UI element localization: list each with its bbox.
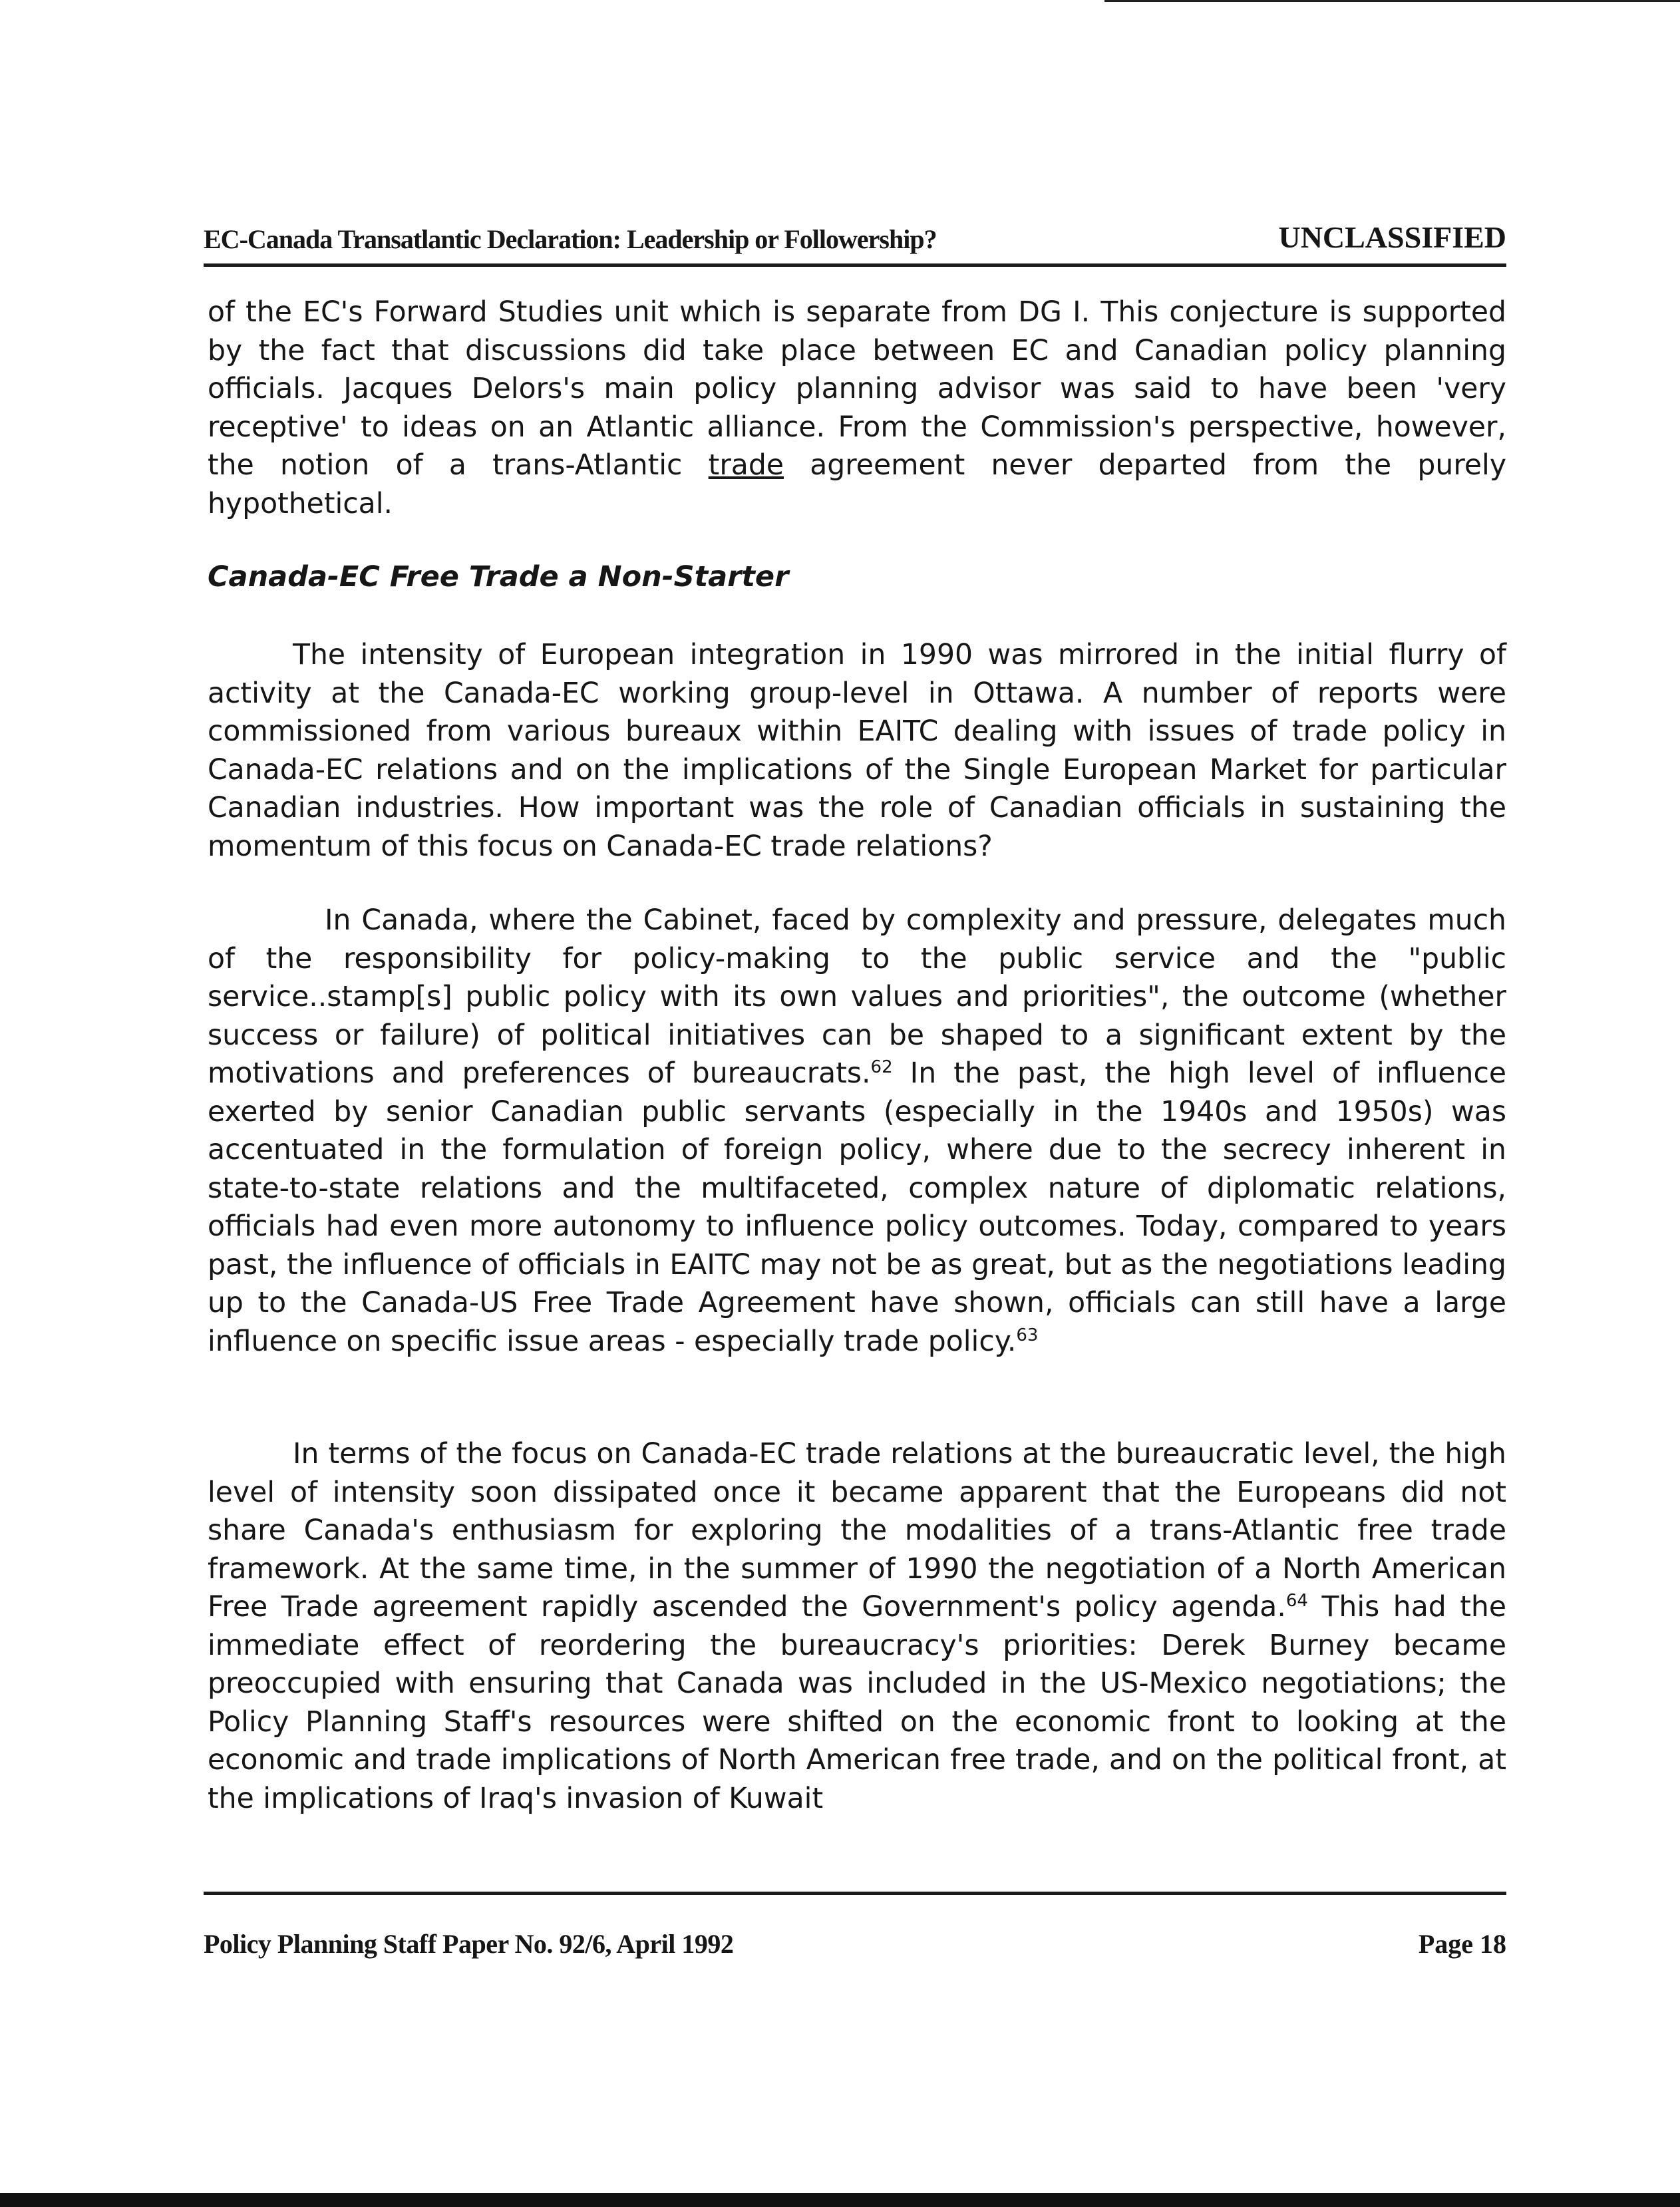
paragraph-3-text: In Canada, where the Cabinet, faced by complexity and pressure, delegates much of the responsibility for policy-making to the public service and the "public service..stamp[s] public policy with its own values and priorities", the outcome (whether success or failure) of political initiatives can be shaped to a significant extent by the motivations and preferences of bureaucrats. — [208, 904, 1506, 1090]
page-number: Page 18 — [1418, 1929, 1506, 1959]
paragraph-1-text-end: agreement never departed from the purely hypothetical. — [208, 449, 1506, 520]
page-header — [204, 220, 1506, 267]
section-heading: Canada-EC Free Trade a Non-Starter — [208, 560, 789, 594]
classification-label: UNCLASSIFIED — [1278, 220, 1506, 254]
scan-bottom-edge — [0, 2193, 1680, 2207]
footnote-ref-62: 62 — [870, 1057, 893, 1077]
paragraph-2: The intensity of European integration in 1990 was mirrored in the initial flurry of activity at the Canada-EC working group-level in Ottawa. A number of reports were commissioned from various bureaux within EAITC dealing with issues of trade policy in Canada-EC relations and on the implications of the Single European Market for particular Canadian industries. How important was the role of Canadian officials in sustaining the momentum of this focus on Canada-EC trade relations? — [208, 639, 1506, 863]
emphasis-trade: trade — [708, 449, 784, 482]
paragraph-1-text: of the EC's Forward Studies unit which is separate from DG I. This conjecture is supported by the fact that discussions did take place between EC and Canadian policy planning officials. Jacques Delors's main policy planning advisor was said to have been 'very receptive' to ideas on an Atlantic alliance. From the Commission's perspective, however, the notion of a trans-Atlantic — [208, 296, 1506, 482]
header-title: EC-Canada Transatlantic Declaration: Leadership or Followership? — [204, 224, 937, 254]
footnote-ref-64: 64 — [1285, 1590, 1308, 1611]
scan-top-edge — [1104, 0, 1680, 2]
footer-paper-reference: Policy Planning Staff Paper No. 92/6, April 1992 — [204, 1929, 734, 1959]
paragraph-3 — [208, 902, 1506, 1361]
paragraph-4 — [208, 1435, 1506, 1818]
footer-rule — [204, 1892, 1506, 1895]
paragraph-3-text-cont: In the past, the high level of influence exerted by senior Canadian public servants (especially in the 1940s and 1950s) was accentuated in the formulation of foreign policy, where due to the secrecy inherent in state-to-state relations and the multifaceted, complex nature of diplomatic relations, officials had even more autonomy to influence policy outcomes. Today, compared to years past, the influence of officials in EAITC may not be as great, but as the negotiations leading up to the Canada-US Free Trade Agreement have shown, officials can still have a large influence on specific issue areas - especially trade policy. — [208, 1057, 1506, 1358]
paragraph-4-text: In terms of the focus on Canada-EC trade relations at the bureaucratic level, the high level of intensity soon dissipated once it became apparent that the Europeans did not share Canada's enthusiasm for exploring the modalities of a trans-Atlantic free trade framework. At the same time, in the summer of 1990 the negotiation of a North American Free Trade agreement rapidly ascended the Government's policy agenda. — [208, 1438, 1506, 1623]
paragraph-4-text-cont: This had the immediate effect of reordering the bureaucracy's priorities: Derek Burney became preoccupied with ensuring that Canada was included in the US-Mexico negotiations; the Policy Planning Staff's resources were shifted on the economic front to looking at the economic and trade implications of North American free trade, and on the political front, at the implications of Iraq's invasion of Kuwait — [208, 1591, 1506, 1815]
paragraph-1 — [208, 293, 1506, 523]
footnote-ref-63: 63 — [1016, 1325, 1039, 1345]
